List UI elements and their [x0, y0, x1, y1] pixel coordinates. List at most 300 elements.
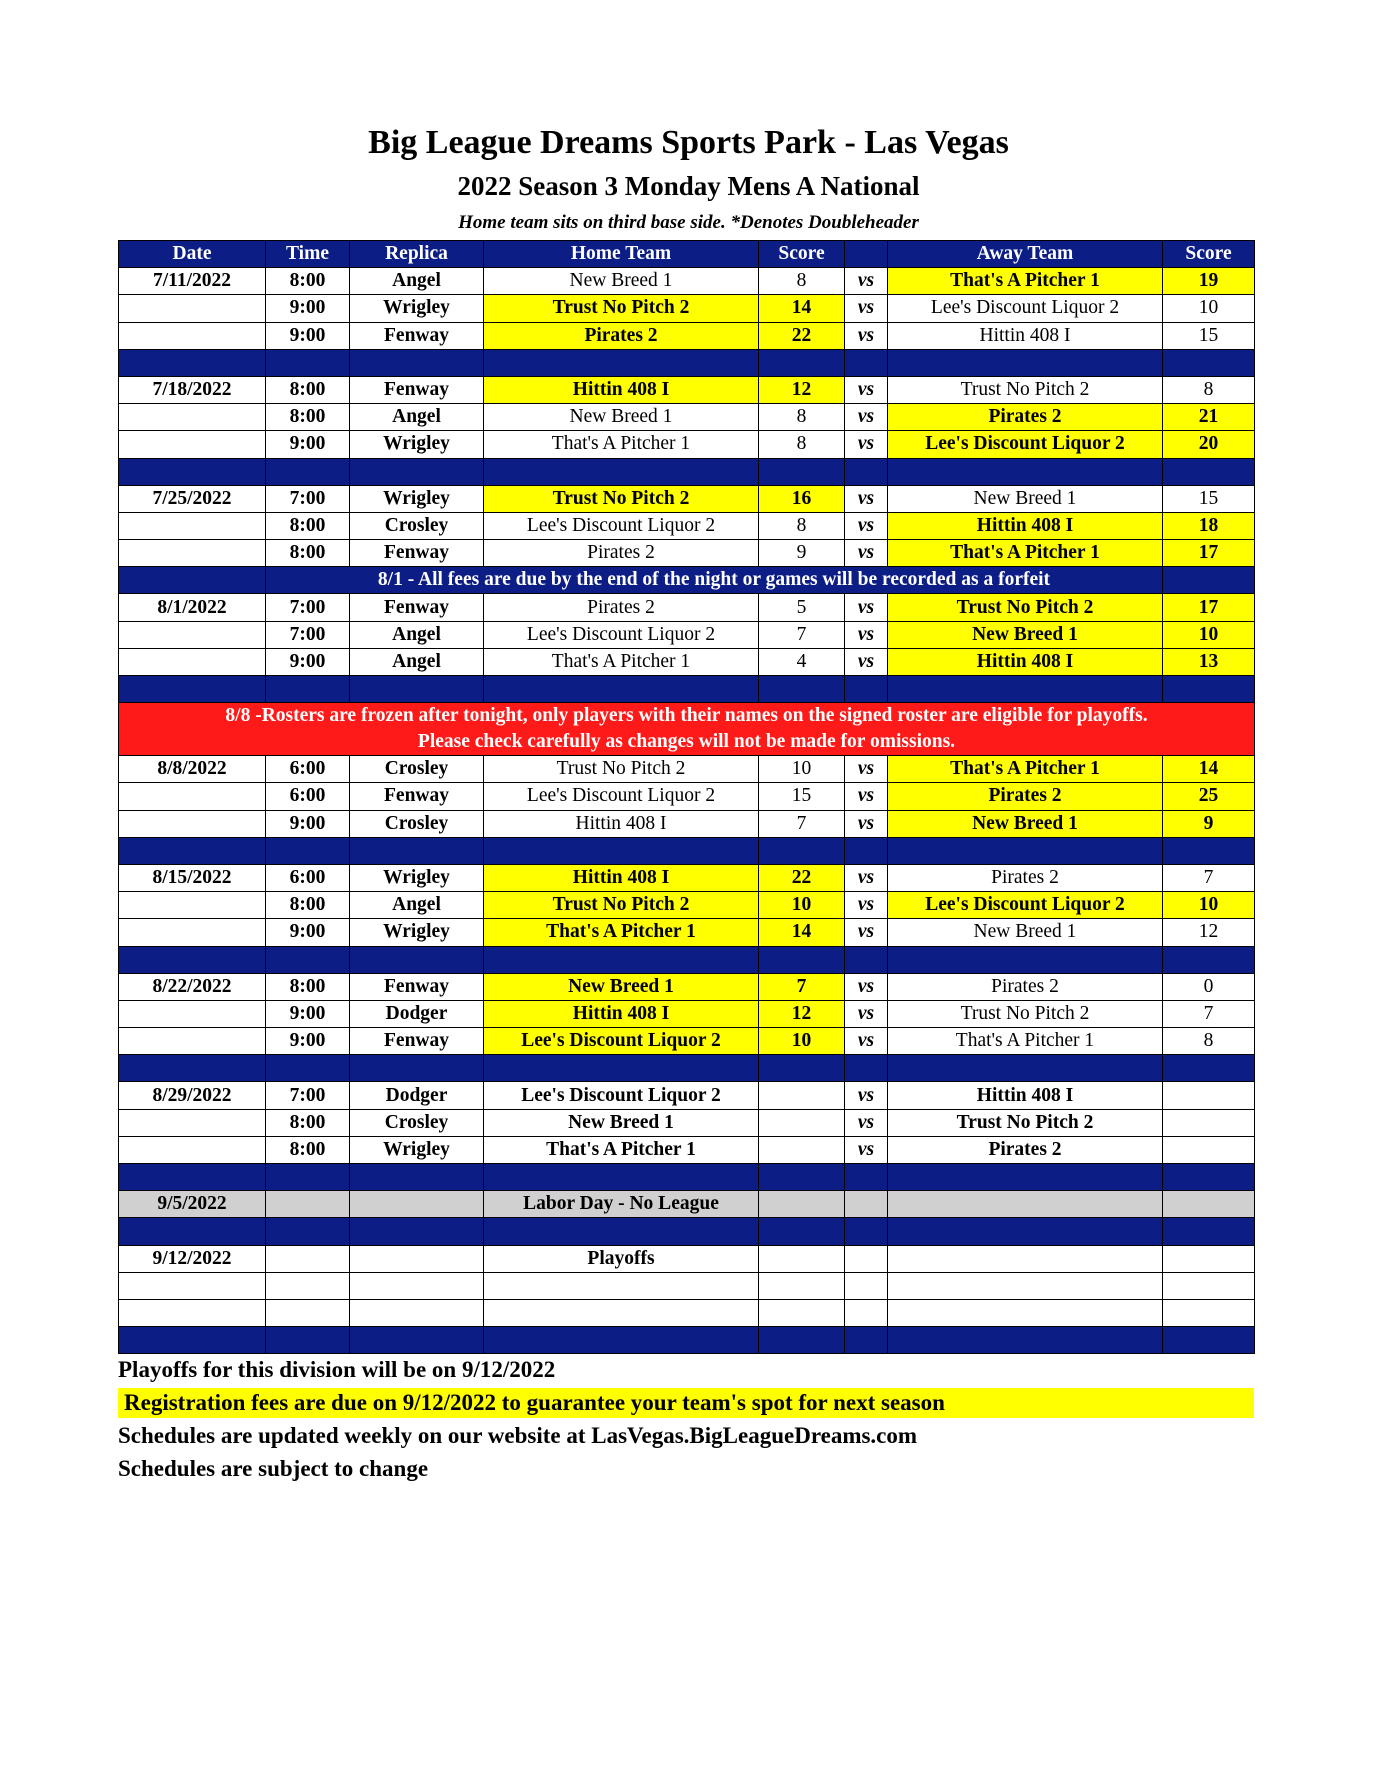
replica-cell: Angel: [350, 892, 484, 919]
date-cell: 8/1/2022: [119, 594, 266, 621]
empty-cell: [845, 1299, 888, 1326]
spacer-cell: [1163, 1164, 1255, 1191]
spacer-cell: [266, 1218, 350, 1245]
time-cell: 9:00: [266, 1028, 350, 1055]
home-team-cell: Lee's Discount Liquor 2: [484, 621, 759, 648]
table-row: [119, 1109, 1255, 1136]
time-cell: 8:00: [266, 892, 350, 919]
spacer-cell: [759, 1327, 845, 1354]
vs-cell: vs: [845, 864, 888, 891]
empty-cell: [484, 1272, 759, 1299]
date-cell: 8/8/2022: [119, 756, 266, 783]
spacer-cell: [484, 349, 759, 376]
spacer-cell: [888, 676, 1163, 703]
spacer-cell: [759, 676, 845, 703]
page-subtitle: 2022 Season 3 Monday Mens A National: [457, 171, 920, 201]
table-row: [119, 864, 1255, 891]
home-team-cell: That's A Pitcher 1: [484, 648, 759, 675]
away-team-cell: Hittin 408 I: [888, 512, 1163, 539]
vs-cell: vs: [845, 756, 888, 783]
time-cell: 7:00: [266, 621, 350, 648]
spacer-cell: [484, 1164, 759, 1191]
home-team-cell: Hittin 408 I: [484, 810, 759, 837]
empty-cell: [484, 1299, 759, 1326]
spacer-cell: [266, 1327, 350, 1354]
date-cell: [119, 1000, 266, 1027]
home-team-cell: Trust No Pitch 2: [484, 485, 759, 512]
empty-cell: [350, 1272, 484, 1299]
column-header: [845, 241, 888, 268]
home-score-cell: 9: [759, 540, 845, 567]
away-team-cell: Trust No Pitch 2: [888, 376, 1163, 403]
empty-cell: [845, 1245, 888, 1272]
playoffs-row: [119, 1245, 1255, 1272]
home-team-cell: Pirates 2: [484, 322, 759, 349]
spacer-row: [119, 1327, 1255, 1354]
time-cell: 8:00: [266, 512, 350, 539]
spacer-cell: [484, 676, 759, 703]
home-score-cell: 22: [759, 864, 845, 891]
holiday-label: Labor Day - No League: [484, 1191, 759, 1218]
column-header: Score: [1163, 241, 1255, 268]
time-cell: 8:00: [266, 1136, 350, 1163]
date-cell: 8/29/2022: [119, 1082, 266, 1109]
home-team-cell: New Breed 1: [484, 268, 759, 295]
date-cell: 7/25/2022: [119, 485, 266, 512]
spacer-cell: [119, 349, 266, 376]
date-cell: [119, 322, 266, 349]
spacer-cell: [1163, 458, 1255, 485]
spacer-cell: [888, 1327, 1163, 1354]
date-cell: [119, 540, 266, 567]
home-score-cell: 12: [759, 1000, 845, 1027]
away-score-cell: 20: [1163, 431, 1255, 458]
page-title: Big League Dreams Sports Park - Las Vegas: [368, 124, 1009, 161]
vs-cell: vs: [845, 621, 888, 648]
time-cell: 9:00: [266, 648, 350, 675]
away-score-cell: 17: [1163, 594, 1255, 621]
time-cell: 9:00: [266, 295, 350, 322]
spacer-row: [119, 1055, 1255, 1082]
table-row: [119, 485, 1255, 512]
replica-cell: Wrigley: [350, 485, 484, 512]
empty-cell: [266, 1272, 350, 1299]
spacer-cell: [119, 1164, 266, 1191]
away-score-cell: 15: [1163, 322, 1255, 349]
home-team-cell: New Breed 1: [484, 404, 759, 431]
spacer-cell: [119, 1218, 266, 1245]
column-header: Replica: [350, 241, 484, 268]
time-cell: 9:00: [266, 1000, 350, 1027]
away-team-cell: New Breed 1: [888, 621, 1163, 648]
spacer-cell: [266, 676, 350, 703]
spacer-row: [119, 676, 1255, 703]
replica-cell: Fenway: [350, 783, 484, 810]
time-cell: 9:00: [266, 919, 350, 946]
spacer-cell: [266, 458, 350, 485]
vs-cell: vs: [845, 295, 888, 322]
spacer-cell: [845, 1164, 888, 1191]
empty-cell: [759, 1272, 845, 1299]
home-score-cell: 8: [759, 404, 845, 431]
roster-warning: [119, 703, 1255, 756]
home-team-cell: Lee's Discount Liquor 2: [484, 1028, 759, 1055]
time-cell: 7:00: [266, 1082, 350, 1109]
replica-cell: Crosley: [350, 810, 484, 837]
replica-cell: Crosley: [350, 1109, 484, 1136]
blank-row: [119, 1299, 1255, 1326]
away-team-cell: Pirates 2: [888, 1136, 1163, 1163]
date-cell: [119, 1028, 266, 1055]
replica-cell: Angel: [350, 621, 484, 648]
spacer-cell: [350, 676, 484, 703]
empty-cell: [1163, 1299, 1255, 1326]
vs-cell: vs: [845, 376, 888, 403]
spacer-cell: [350, 946, 484, 973]
footer-website-note: Schedules are updated weekly on our website at LasVegas.BigLeagueDreams.com: [118, 1423, 918, 1448]
spacer-cell: [350, 1164, 484, 1191]
away-team-cell: New Breed 1: [888, 919, 1163, 946]
footer-registration-note: Registration fees are due on 9/12/2022 to guarantee your team's spot for next season: [118, 1388, 1254, 1418]
away-team-cell: Hittin 408 I: [888, 322, 1163, 349]
away-score-cell: 15: [1163, 485, 1255, 512]
replica-cell: Wrigley: [350, 1136, 484, 1163]
vs-cell: vs: [845, 431, 888, 458]
replica-cell: Angel: [350, 268, 484, 295]
home-score-cell: 4: [759, 648, 845, 675]
replica-cell: Fenway: [350, 973, 484, 1000]
table-row: [119, 621, 1255, 648]
date-cell: [119, 1136, 266, 1163]
spacer-cell: [888, 1218, 1163, 1245]
away-team-cell: Lee's Discount Liquor 2: [888, 892, 1163, 919]
spacer-cell: [484, 1055, 759, 1082]
away-score-cell: 17: [1163, 540, 1255, 567]
empty-cell: [266, 1299, 350, 1326]
spacer-cell: [888, 946, 1163, 973]
time-cell: 8:00: [266, 376, 350, 403]
table-row: [119, 1082, 1255, 1109]
spacer-cell: [1163, 946, 1255, 973]
home-score-cell: [759, 1082, 845, 1109]
roster-warning-row: [119, 703, 1255, 756]
date-cell: 9/5/2022: [119, 1191, 266, 1218]
spacer-cell: [759, 458, 845, 485]
spacer-cell: [350, 837, 484, 864]
away-score-cell: 10: [1163, 892, 1255, 919]
column-header: Date: [119, 241, 266, 268]
spacer-cell: [119, 1327, 266, 1354]
time-cell: 6:00: [266, 864, 350, 891]
date-cell: [119, 621, 266, 648]
table-row: [119, 295, 1255, 322]
home-score-cell: 7: [759, 810, 845, 837]
date-cell: 8/15/2022: [119, 864, 266, 891]
empty-cell: [350, 1245, 484, 1272]
away-team-cell: Hittin 408 I: [888, 1082, 1163, 1109]
date-cell: [119, 810, 266, 837]
vs-cell: vs: [845, 1136, 888, 1163]
empty-cell: [1163, 1272, 1255, 1299]
table-row: [119, 376, 1255, 403]
table-row: [119, 404, 1255, 431]
away-score-cell: 8: [1163, 376, 1255, 403]
replica-cell: Fenway: [350, 322, 484, 349]
date-cell: [119, 648, 266, 675]
fee-notice-row: [119, 567, 1255, 594]
home-score-cell: 10: [759, 892, 845, 919]
spacer-cell: [888, 837, 1163, 864]
away-score-cell: 12: [1163, 919, 1255, 946]
fee-notice: 8/1 - All fees are due by the end of the night or games will be recorded as a forfeit: [266, 567, 1163, 594]
table-row: [119, 892, 1255, 919]
time-cell: 8:00: [266, 268, 350, 295]
home-team-cell: Trust No Pitch 2: [484, 756, 759, 783]
spacer-row: [119, 349, 1255, 376]
spacer-cell: [266, 837, 350, 864]
spacer-cell: [484, 458, 759, 485]
replica-cell: Wrigley: [350, 864, 484, 891]
home-score-cell: 8: [759, 268, 845, 295]
spacer-cell: [1163, 676, 1255, 703]
spacer-cell: [845, 1218, 888, 1245]
away-team-cell: Pirates 2: [888, 864, 1163, 891]
home-team-cell: Lee's Discount Liquor 2: [484, 512, 759, 539]
time-cell: 9:00: [266, 431, 350, 458]
away-team-cell: Trust No Pitch 2: [888, 1000, 1163, 1027]
spacer-cell: [484, 1218, 759, 1245]
spacer-cell: [759, 1218, 845, 1245]
away-score-cell: [1163, 1136, 1255, 1163]
time-cell: 8:00: [266, 404, 350, 431]
roster-warning-line2: Please check carefully as changes will not be made for omissions.: [417, 731, 956, 753]
away-score-cell: 19: [1163, 268, 1255, 295]
footer-change-note: Schedules are subject to change: [118, 1456, 429, 1481]
spacer-cell: [350, 1055, 484, 1082]
home-score-cell: 7: [759, 973, 845, 1000]
table-row: [119, 540, 1255, 567]
time-cell: 6:00: [266, 756, 350, 783]
vs-cell: vs: [845, 973, 888, 1000]
date-cell: [119, 295, 266, 322]
home-team-cell: That's A Pitcher 1: [484, 431, 759, 458]
column-header: Time: [266, 241, 350, 268]
home-team-cell: Trust No Pitch 2: [484, 295, 759, 322]
page-note: Home team sits on third base side. *Denotes Doubleheader: [458, 212, 919, 233]
spacer-cell: [350, 1218, 484, 1245]
home-team-cell: Lee's Discount Liquor 2: [484, 1082, 759, 1109]
vs-cell: vs: [845, 268, 888, 295]
away-team-cell: Pirates 2: [888, 973, 1163, 1000]
table-row: [119, 1000, 1255, 1027]
spacer-cell: [266, 1055, 350, 1082]
table-header-row: [119, 241, 1255, 268]
replica-cell: Fenway: [350, 1028, 484, 1055]
replica-cell: Dodger: [350, 1082, 484, 1109]
vs-cell: vs: [845, 512, 888, 539]
vs-cell: vs: [845, 485, 888, 512]
vs-cell: vs: [845, 540, 888, 567]
away-team-cell: Trust No Pitch 2: [888, 594, 1163, 621]
spacer-cell: [845, 349, 888, 376]
away-score-cell: 9: [1163, 810, 1255, 837]
empty-cell: [888, 1272, 1163, 1299]
empty-cell: [1163, 1191, 1255, 1218]
time-cell: 7:00: [266, 594, 350, 621]
empty-cell: [759, 1245, 845, 1272]
away-team-cell: That's A Pitcher 1: [888, 268, 1163, 295]
spacer-cell: [759, 1164, 845, 1191]
home-team-cell: New Breed 1: [484, 973, 759, 1000]
date-cell: 7/11/2022: [119, 268, 266, 295]
spacer-cell: [266, 349, 350, 376]
date-cell: 8/22/2022: [119, 973, 266, 1000]
spacer-cell: [350, 1327, 484, 1354]
date-cell: [119, 783, 266, 810]
away-score-cell: 13: [1163, 648, 1255, 675]
date-cell: [119, 892, 266, 919]
replica-cell: Wrigley: [350, 295, 484, 322]
time-cell: 9:00: [266, 810, 350, 837]
replica-cell: Fenway: [350, 376, 484, 403]
empty-cell: [350, 1191, 484, 1218]
replica-cell: Angel: [350, 648, 484, 675]
roster-warning-line1: 8/8 -Rosters are frozen after tonight, only players with their names on the signed roster are eligible for playoffs.: [225, 705, 1148, 727]
spacer-cell: [759, 1055, 845, 1082]
vs-cell: vs: [845, 322, 888, 349]
away-team-cell: That's A Pitcher 1: [888, 540, 1163, 567]
replica-cell: Crosley: [350, 756, 484, 783]
replica-cell: Wrigley: [350, 431, 484, 458]
away-team-cell: New Breed 1: [888, 485, 1163, 512]
schedule-table: [118, 240, 1255, 1354]
vs-cell: vs: [845, 1028, 888, 1055]
away-score-cell: 0: [1163, 973, 1255, 1000]
spacer-cell: [350, 458, 484, 485]
empty-cell: [266, 1191, 350, 1218]
spacer-cell: [119, 567, 266, 594]
spacer-cell: [484, 946, 759, 973]
vs-cell: vs: [845, 404, 888, 431]
away-score-cell: [1163, 1082, 1255, 1109]
away-score-cell: 10: [1163, 621, 1255, 648]
away-score-cell: 7: [1163, 1000, 1255, 1027]
table-row: [119, 919, 1255, 946]
empty-cell: [888, 1191, 1163, 1218]
vs-cell: vs: [845, 1082, 888, 1109]
spacer-cell: [759, 946, 845, 973]
time-cell: 8:00: [266, 540, 350, 567]
spacer-cell: [888, 1164, 1163, 1191]
away-team-cell: Pirates 2: [888, 783, 1163, 810]
spacer-cell: [1163, 567, 1255, 594]
vs-cell: vs: [845, 783, 888, 810]
home-score-cell: 7: [759, 621, 845, 648]
date-cell: [119, 512, 266, 539]
spacer-cell: [888, 458, 1163, 485]
away-score-cell: 25: [1163, 783, 1255, 810]
spacer-cell: [845, 676, 888, 703]
date-cell: [119, 431, 266, 458]
spacer-cell: [759, 349, 845, 376]
spacer-cell: [1163, 1327, 1255, 1354]
home-team-cell: That's A Pitcher 1: [484, 919, 759, 946]
away-team-cell: Trust No Pitch 2: [888, 1109, 1163, 1136]
spacer-cell: [119, 458, 266, 485]
spacer-cell: [350, 349, 484, 376]
spacer-cell: [845, 458, 888, 485]
spacer-row: [119, 946, 1255, 973]
table-row: [119, 973, 1255, 1000]
replica-cell: Fenway: [350, 540, 484, 567]
column-header: Home Team: [484, 241, 759, 268]
home-team-cell: Hittin 408 I: [484, 864, 759, 891]
spacer-cell: [888, 349, 1163, 376]
footer-playoffs-note: Playoffs for this division will be on 9/12/2022: [118, 1357, 556, 1382]
holiday-row: [119, 1191, 1255, 1218]
empty-cell: [759, 1191, 845, 1218]
column-header: Score: [759, 241, 845, 268]
away-team-cell: Hittin 408 I: [888, 648, 1163, 675]
spacer-cell: [119, 676, 266, 703]
spacer-cell: [845, 837, 888, 864]
home-score-cell: 5: [759, 594, 845, 621]
home-team-cell: Pirates 2: [484, 594, 759, 621]
empty-cell: [119, 1299, 266, 1326]
spacer-cell: [266, 946, 350, 973]
home-team-cell: New Breed 1: [484, 1109, 759, 1136]
away-team-cell: That's A Pitcher 1: [888, 1028, 1163, 1055]
table-row: [119, 648, 1255, 675]
spacer-row: [119, 1164, 1255, 1191]
spacer-row: [119, 1218, 1255, 1245]
empty-cell: [119, 1272, 266, 1299]
table-row: [119, 594, 1255, 621]
empty-cell: [1163, 1245, 1255, 1272]
spacer-cell: [1163, 837, 1255, 864]
home-team-cell: Hittin 408 I: [484, 1000, 759, 1027]
spacer-cell: [484, 837, 759, 864]
spacer-cell: [845, 1327, 888, 1354]
date-cell: [119, 1109, 266, 1136]
vs-cell: vs: [845, 1000, 888, 1027]
empty-cell: [759, 1299, 845, 1326]
table-row: [119, 512, 1255, 539]
spacer-cell: [484, 1327, 759, 1354]
home-team-cell: Hittin 408 I: [484, 376, 759, 403]
home-score-cell: 15: [759, 783, 845, 810]
empty-cell: [845, 1191, 888, 1218]
empty-cell: [888, 1299, 1163, 1326]
spacer-cell: [266, 1164, 350, 1191]
blank-row: [119, 1272, 1255, 1299]
spacer-cell: [119, 946, 266, 973]
away-team-cell: Lee's Discount Liquor 2: [888, 295, 1163, 322]
date-cell: 9/12/2022: [119, 1245, 266, 1272]
home-score-cell: 14: [759, 919, 845, 946]
time-cell: 8:00: [266, 1109, 350, 1136]
vs-cell: vs: [845, 648, 888, 675]
column-header: Away Team: [888, 241, 1163, 268]
home-score-cell: 8: [759, 431, 845, 458]
date-cell: 7/18/2022: [119, 376, 266, 403]
replica-cell: Dodger: [350, 1000, 484, 1027]
vs-cell: vs: [845, 1109, 888, 1136]
vs-cell: vs: [845, 810, 888, 837]
home-team-cell: Lee's Discount Liquor 2: [484, 783, 759, 810]
away-team-cell: New Breed 1: [888, 810, 1163, 837]
time-cell: 8:00: [266, 973, 350, 1000]
